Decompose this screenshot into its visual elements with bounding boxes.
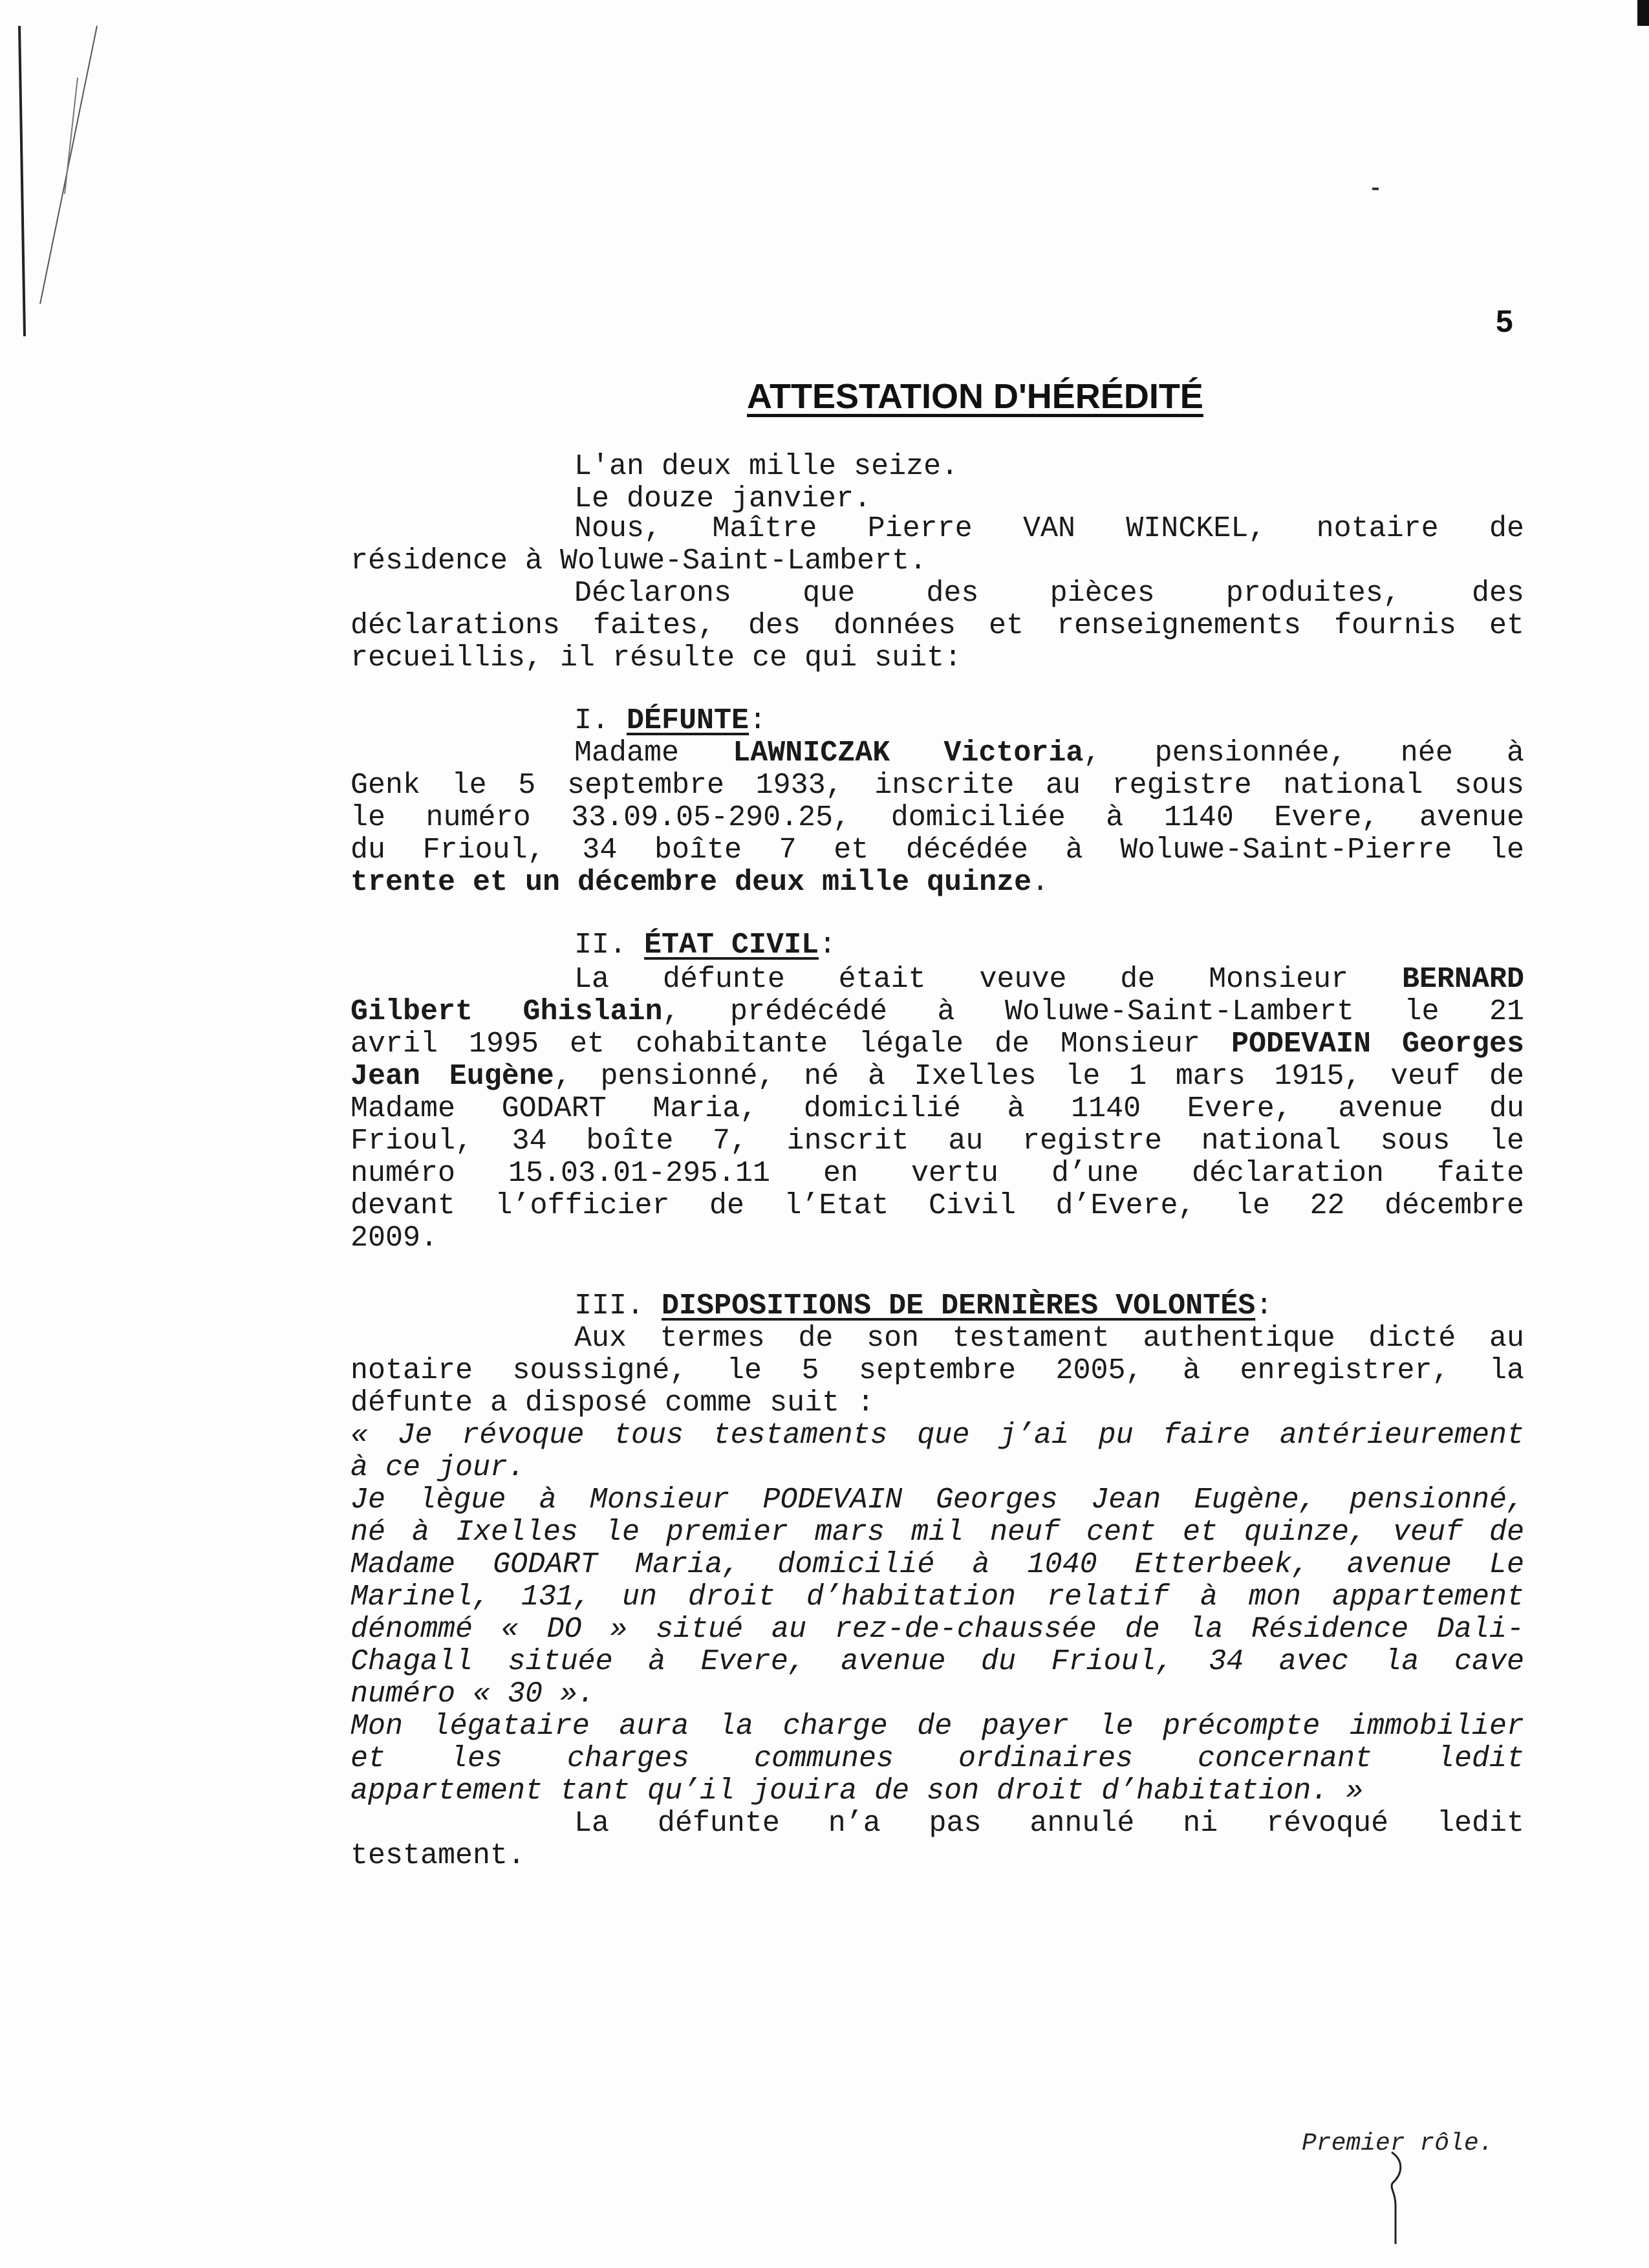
page-number: 5 — [1496, 305, 1513, 339]
document-title: ATTESTATION D'HÉRÉDITÉ — [747, 377, 1203, 416]
section-line: numéro 15.03.01-295.11 en vertu d’une déclaration faite — [350, 1157, 1524, 1190]
person-name: PODEVAIN Georges — [1231, 1028, 1524, 1061]
person-name: BERNARD — [1401, 963, 1524, 996]
scan-corner-mark — [1637, 0, 1649, 26]
text-fragment: La défunte était veuve de Monsieur — [574, 963, 1349, 996]
section-line: notaire soussigné, le 5 septembre 2005, à enregistrer, la — [350, 1354, 1524, 1387]
person-name: Jean Eugène — [350, 1060, 554, 1093]
section-heading-defunte — [574, 705, 766, 737]
testament-quote-line: à ce jour. — [350, 1451, 526, 1484]
testament-quote-line: et les charges communes ordinaires concernant ledit — [350, 1742, 1524, 1775]
text-fragment: , pensionnée, née à — [1083, 737, 1524, 770]
person-name: Gilbert Ghislain — [350, 995, 663, 1028]
section-heading-dispositions — [574, 1290, 1273, 1323]
section-line: défunte a disposé comme suit : — [350, 1387, 875, 1420]
section-line: devant l’officier de l’Etat Civil d’Evere, le 22 décembre — [350, 1189, 1524, 1222]
text-fragment: , prédécédé à Woluwe-Saint-Lambert le 21 — [662, 995, 1524, 1028]
text-fragment: , pensionné, né à Ixelles le 1 mars 1915, veuf de — [554, 1060, 1524, 1093]
death-date: trente et un décembre deux mille quinze — [350, 866, 1032, 899]
section-line: La défunte n’a pas annulé ni révoqué ledit — [574, 1807, 1524, 1840]
section-line: Madame GODART Maria, domicilié à 1140 Evere, avenue du — [350, 1092, 1524, 1125]
intro-line: Nous, Maître Pierre VAN WINCKEL, notaire de — [574, 512, 1524, 545]
section-line: du Frioul, 34 boîte 7 et décédée à Woluwe-Saint-Pierre le — [350, 834, 1524, 867]
deceased-name: LAWNICZAK Victoria — [733, 737, 1084, 770]
section-line: Aux termes de son testament authentique dicté au — [574, 1322, 1524, 1355]
section-number: II. — [574, 929, 627, 962]
intro-line: déclarations faites, des données et renseignements fournis et — [350, 609, 1524, 642]
testament-quote-line: Je lègue à Monsieur PODEVAIN Georges Jean Eugène, pensionné, — [350, 1484, 1524, 1517]
section-line — [350, 867, 1049, 899]
intro-line: recueillis, il résulte ce qui suit: — [350, 642, 962, 675]
section-line — [574, 737, 1524, 770]
section-colon: : — [1255, 1290, 1273, 1323]
section-line: 2009. — [350, 1222, 438, 1255]
section-line: testament. — [350, 1839, 526, 1872]
section-line — [350, 996, 1524, 1028]
section-title: DISPOSITIONS DE DERNIÈRES VOLONTÉS — [662, 1290, 1256, 1323]
section-number: III. — [574, 1290, 645, 1323]
testament-quote-line: « Je révoque tous testaments que j’ai pu faire antérieurement — [350, 1419, 1524, 1452]
testament-quote-line: Madame GODART Maria, domicilié à 1040 Etterbeek, avenue Le — [350, 1548, 1524, 1581]
intro-line: Déclarons que des pièces produites, des — [574, 577, 1524, 610]
text-fragment: avril 1995 et cohabitante légale de Monsieur — [350, 1028, 1200, 1061]
section-line — [350, 1028, 1524, 1061]
section-heading-etat-civil — [574, 929, 836, 962]
testament-quote-line: appartement tant qu’il jouira de son droit d’habitation. » — [350, 1775, 1364, 1808]
section-line: Frioul, 34 boîte 7, inscrit au registre national sous le — [350, 1125, 1524, 1158]
footer-role: Premier rôle. — [1302, 2130, 1494, 2157]
section-line — [574, 964, 1524, 996]
section-line — [350, 1061, 1524, 1093]
section-colon: : — [749, 704, 767, 737]
text-fragment: Madame — [574, 737, 680, 770]
testament-quote-line: Chagall située à Evere, avenue du Frioul, 34 avec la cave — [350, 1645, 1524, 1678]
testament-quote-line: dénommé « DO » situé au rez-de-chaussée de la Résidence Dali- — [350, 1613, 1524, 1646]
scan-edge-marks — [0, 0, 168, 362]
text-fragment: . — [1031, 866, 1050, 899]
section-title: DÉFUNTE — [627, 704, 749, 737]
testament-quote-line: numéro « 30 ». — [350, 1678, 596, 1711]
testament-quote-line: né à Ixelles le premier mars mil neuf cent et quinze, veuf de — [350, 1516, 1524, 1549]
section-colon: : — [819, 929, 837, 962]
section-title: ÉTAT CIVIL — [644, 929, 819, 962]
paraph-mark — [1384, 2147, 1410, 2251]
section-number: I. — [574, 704, 610, 737]
intro-line: L'an deux mille seize. — [574, 450, 959, 483]
scan-dot — [1372, 188, 1379, 190]
section-line: le numéro 33.09.05-290.25, domiciliée à 1140 Evere, avenue — [350, 801, 1524, 834]
testament-quote-line: Marinel, 131, un droit d’habitation relatif à mon appartement — [350, 1581, 1524, 1614]
intro-line: Le douze janvier. — [574, 482, 872, 515]
section-line: Genk le 5 septembre 1933, inscrite au registre national sous — [350, 769, 1524, 802]
intro-line: résidence à Woluwe-Saint-Lambert. — [350, 545, 927, 578]
testament-quote-line: Mon légataire aura la charge de payer le précompte immobilier — [350, 1710, 1524, 1743]
